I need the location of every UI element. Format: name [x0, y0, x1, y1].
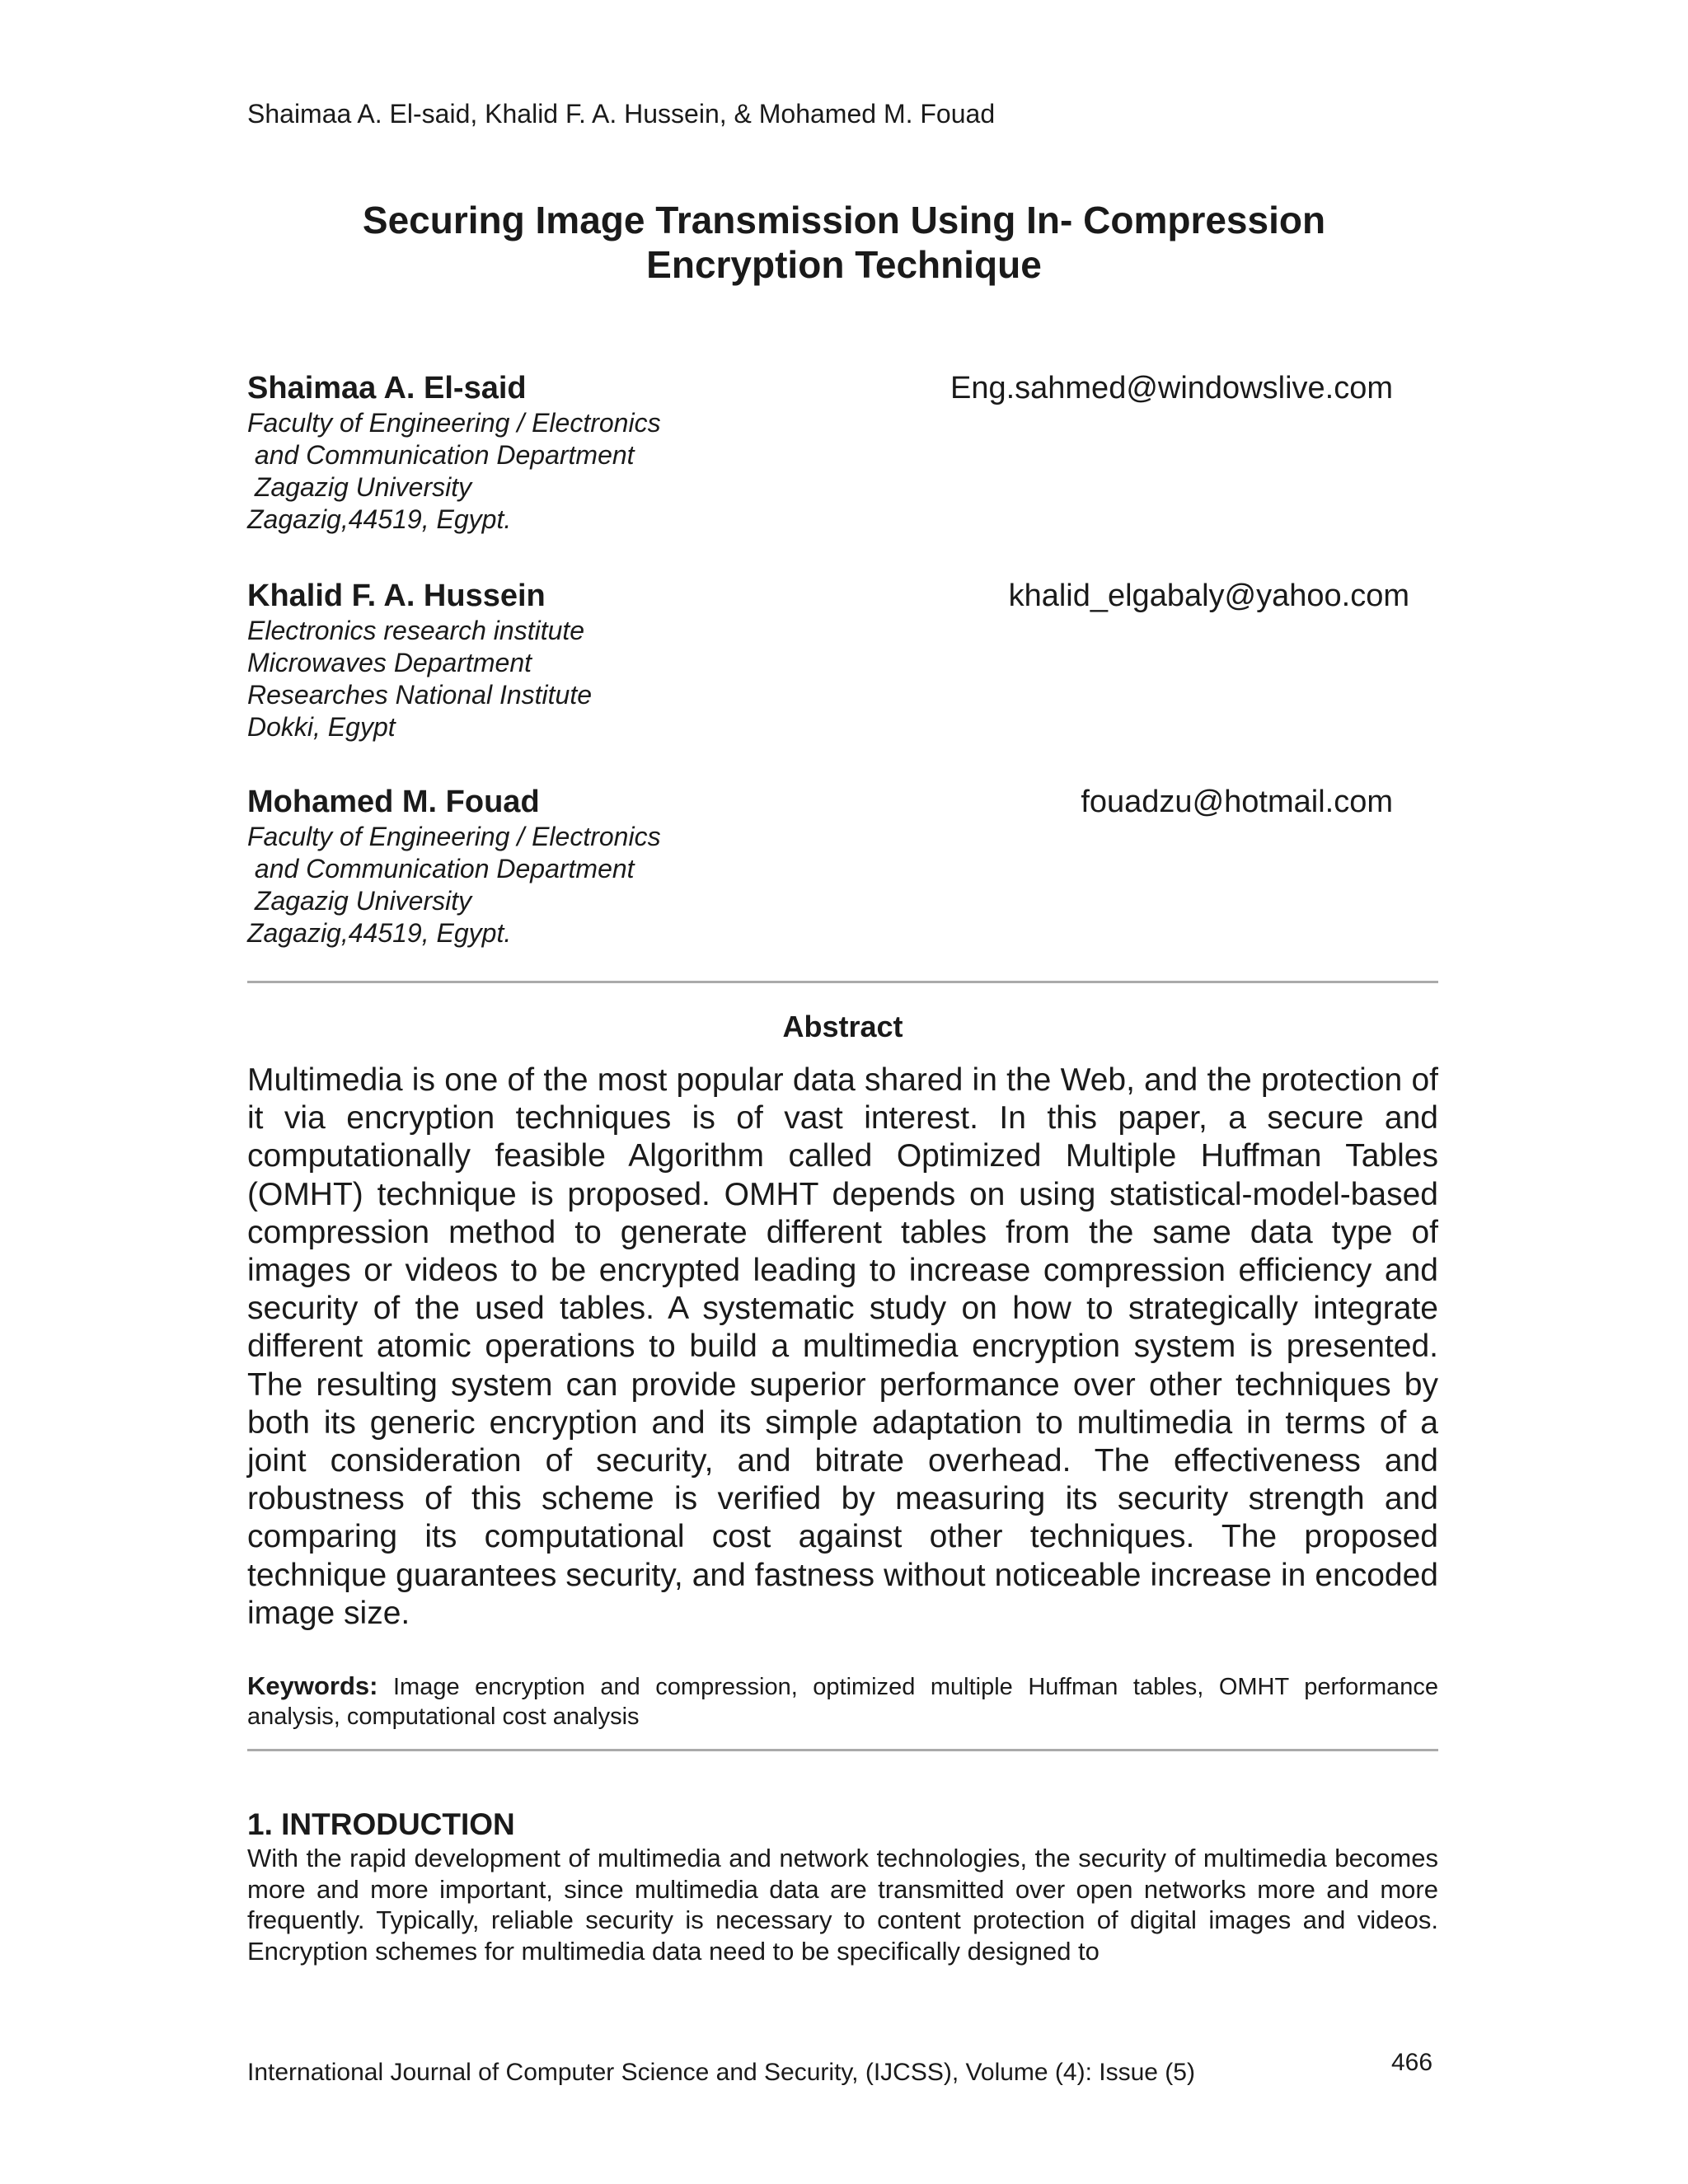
author-affiliation-line: and Communication Department: [247, 854, 635, 883]
author-affiliation-line: Researches National Institute: [247, 680, 592, 710]
running-head: Shaimaa A. El-said, Khalid F. A. Hussein, & Mohamed M. Fouad: [247, 99, 996, 129]
title-line-2: Encryption Technique: [646, 243, 1042, 286]
keywords-text: Image encryption and compression, optimized multiple Huffman tables, OMHT performance analysis, computational cost analysis: [247, 1674, 1438, 1730]
author-affiliation-line: Zagazig University: [247, 886, 472, 916]
author-block-3: [247, 783, 1438, 949]
keywords: [247, 1671, 1438, 1732]
paper-title: [247, 198, 1441, 287]
title-line-1: Securing Image Transmission Using In- Compression: [362, 199, 1326, 241]
author-email: fouadzu@hotmail.com: [1081, 785, 1393, 819]
author-affiliation-line: Dokki, Egypt: [247, 712, 396, 742]
divider-rule: [247, 1749, 1438, 1751]
page-number: 466: [1391, 2049, 1433, 2076]
author-affiliation-line: Zagazig University: [247, 472, 472, 502]
author-name: Khalid F. A. Hussein: [247, 579, 546, 613]
author-affiliation-line: Faculty of Engineering / Electronics: [247, 822, 661, 851]
author-affiliation-line: Zagazig,44519, Egypt.: [247, 504, 512, 534]
author-affiliation-line: Electronics research institute: [247, 616, 585, 645]
author-affiliation-line: Microwaves Department: [247, 648, 532, 677]
journal-footer: International Journal of Computer Science and Security, (IJCSS), Volume (4): Issue (5): [247, 2059, 1195, 2086]
author-affiliation-line: and Communication Department: [247, 440, 635, 470]
section-heading: 1. INTRODUCTION: [247, 1807, 515, 1841]
author-block-1: [247, 369, 1438, 536]
section-body: With the rapid development of multimedia and network technologies, the security of multimedia becomes more and more important, since multimedia data are transmitted over open networks more and more frequently. Typically, reliable security is necessary to content protection of digital images and videos. Encryption schemes for multimedia data need to be specifically designed to: [247, 1844, 1438, 1966]
divider-rule: [247, 981, 1438, 983]
keywords-label: Keywords:: [247, 1671, 378, 1700]
abstract-heading: Abstract: [782, 1010, 903, 1043]
author-affiliation-line: Zagazig,44519, Egypt.: [247, 918, 512, 948]
author-email: khalid_elgabaly@yahoo.com: [1008, 579, 1409, 613]
author-name: Mohamed M. Fouad: [247, 785, 540, 819]
author-email: Eng.sahmed@windowslive.com: [950, 371, 1393, 405]
author-block-2: [247, 577, 1438, 743]
author-name: Shaimaa A. El-said: [247, 371, 527, 405]
author-affiliation-line: Faculty of Engineering / Electronics: [247, 408, 661, 438]
abstract-body: Multimedia is one of the most popular data shared in the Web, and the protection of it via encryption techniques is of vast interest. In this paper, a secure and computationally feasible Algorithm called Optimized Multiple Huffman Tables (OMHT) technique is proposed. OMHT depends on using statistical-model-based compression method to generate different tables from the same data type of images or videos to be encrypted leading to increase compression efficiency and security of the used tables. A systematic study on how to strategically integrate different atomic operations to build a multimedia encryption system is presented. The resulting system can provide superior performance over other techniques by both its generic encryption and its simple adaptation to multimedia in terms of a joint consideration of security, and bitrate overhead. The effectiveness and robustness of this scheme is verified by measuring its security strength and comparing its computational cost against other techniques. The proposed technique guarantees security, and fastness without noticeable increase in encoded image size.: [247, 1062, 1438, 1631]
